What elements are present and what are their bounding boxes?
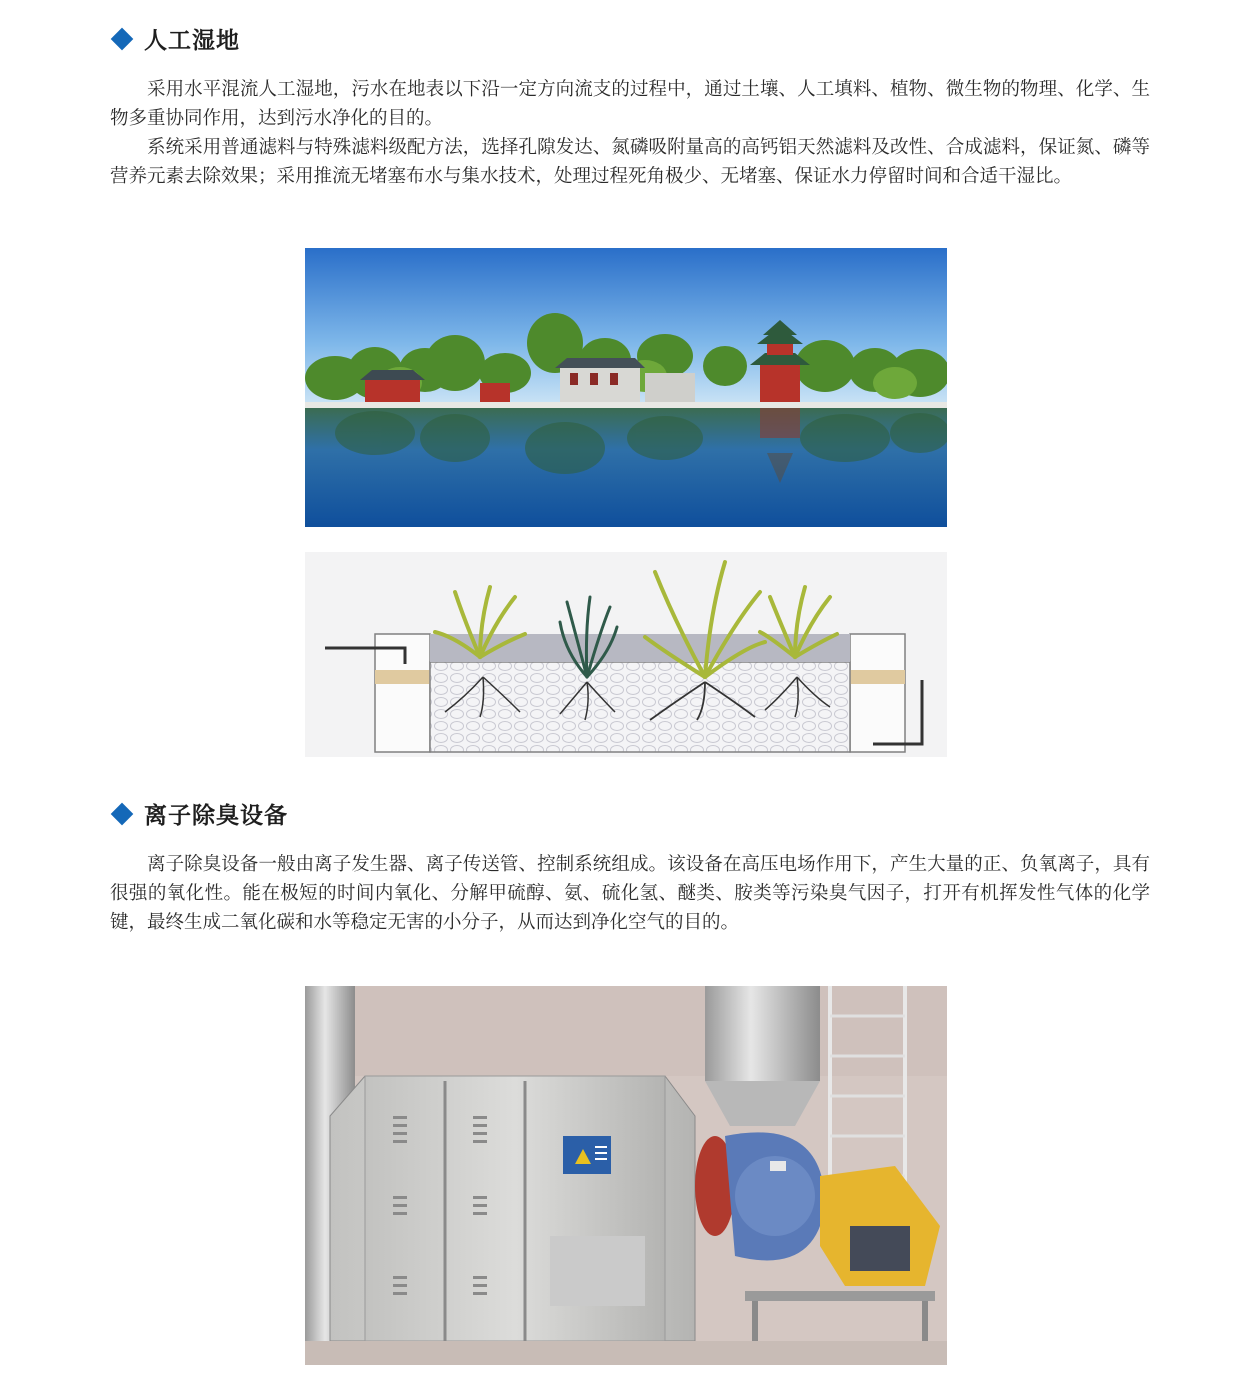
section-heading-ion-deodorization (110, 797, 288, 830)
section-heading-wetland (110, 22, 240, 55)
wetland-lake-photo (305, 248, 947, 527)
wetland-paragraph-1: 采用水平混流人工湿地，污水在地表以下沿一定方向流支的过程中，通过土壤、人工填料、植物、微生物的物理、化学、生物多重协同作用，达到污水净化的目的。 (110, 79, 1150, 129)
ion-deodorization-equipment-photo (305, 986, 947, 1365)
ion-deodorization-paragraph: 离子除臭设备一般由离子发生器、离子传送管、控制系统组成。该设备在高压电场作用下，产生大量的正、负氧离子，具有很强的氧化性。能在极短的时间内氧化、分解甲硫醇、氨、硫化氢、醚类、胺类等污染臭气因子，打开有机挥发性气体的化学键，最终生成二氧化碳和水等稳定无害的小分子，从而达到净化空气的目的。 (110, 854, 1150, 933)
heading-text: 人工湿地 (144, 28, 240, 54)
wetland-paragraph-2: 系统采用普通滤料与特殊滤料级配方法，选择孔隙发达、氮磷吸附量高的高钙铝天然滤料及改性、合成滤料，保证氮、磷等营养元素去除效果；采用推流无堵塞布水与集水技术，处理过程死角极少、无堵塞、保证水力停留时间和合适干湿比。 (110, 137, 1150, 187)
diamond-bullet-icon (111, 27, 134, 50)
heading-text: 离子除臭设备 (144, 803, 288, 829)
diamond-bullet-icon (111, 802, 134, 825)
wetland-cross-section-diagram (305, 552, 947, 757)
